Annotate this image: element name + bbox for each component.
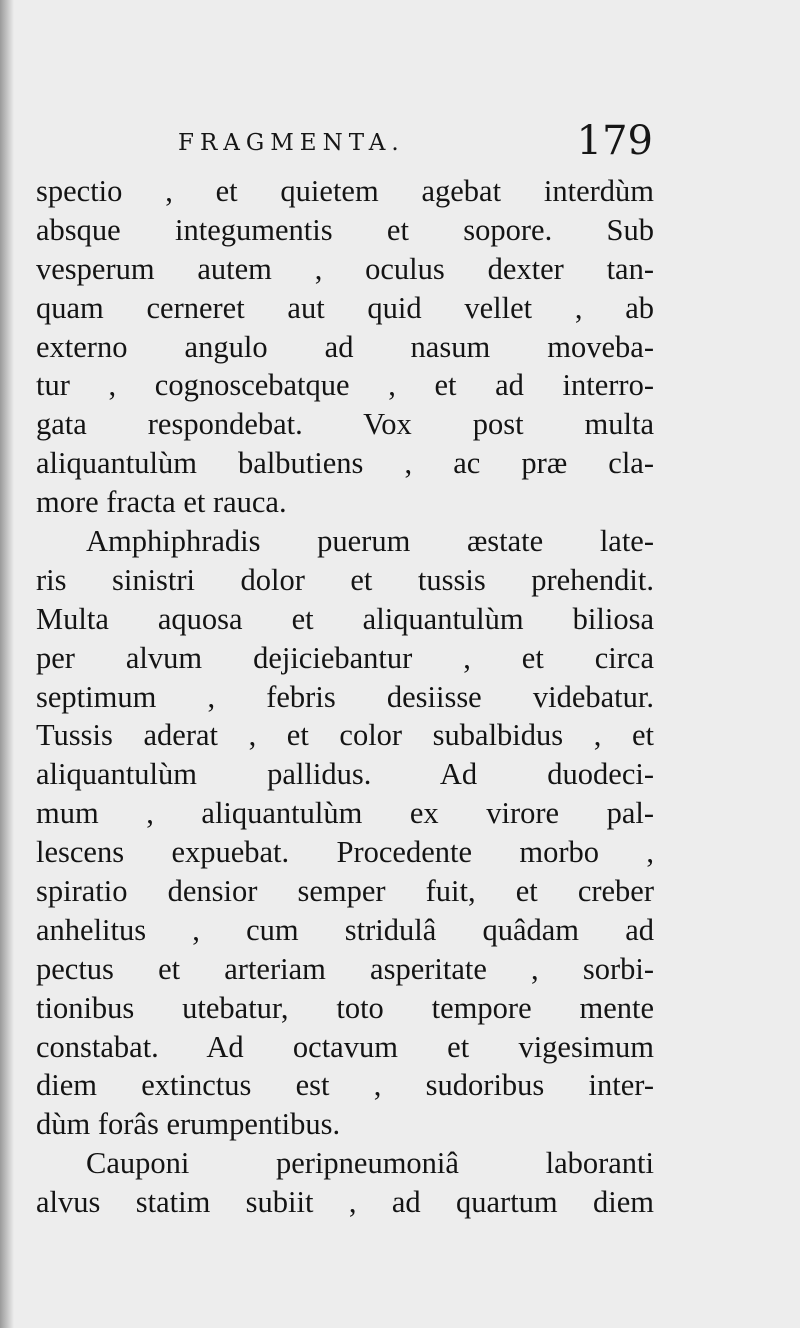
text-line: per alvum dejiciebantur , et circa [36,640,654,675]
text-line: vesperum autem , oculus dexter tan- [36,251,654,286]
page-header [178,118,653,174]
text-line: anhelitus , cum stridulâ quâdam ad [36,912,654,947]
text-line: alvus statim subiit , ad quartum diem [36,1185,654,1220]
paragraph-start-line: Amphiphradis puerum æstate late- [86,524,654,559]
text-line: externo angulo ad nasum moveba- [36,329,654,364]
text-line: spectio , et quietem agebat interdùm [36,174,654,208]
text-line: septimum , febris desiisse videbatur. [36,679,654,714]
text-line: lescens expuebat. Procedente morbo , [36,835,654,870]
text-line: tionibus utebatur, toto tempore mente [36,990,654,1025]
text-line: Tussis aderat , et color subalbidus , et [36,718,654,753]
text-line: mum , aliquantulùm ex virore pal- [36,796,654,831]
text-line: spiratio densior semper fuit, et creber [36,874,654,909]
paragraph-end-line: dùm forâs erumpentibus. [36,1107,341,1142]
running-head: FRAGMENTA. [178,130,405,156]
paragraph-end-line: more fracta et rauca. [36,485,287,520]
text-line: aliquantulùm pallidus. Ad duodeci- [36,757,654,792]
text-line: pectus et arteriam asperitate , sorbi- [36,951,654,986]
text-line: absque integumentis et sopore. Sub [36,212,654,247]
text-line: constabat. Ad octavum et vigesimum [36,1029,654,1064]
text-line: Multa aquosa et aliquantulùm biliosa [36,601,654,636]
text-line: diem extinctus est , sudoribus inter- [36,1068,654,1103]
text-line: gata respondebat. Vox post multa [36,407,654,442]
page-number: 179 [576,118,653,164]
text-line: tur , cognoscebatque , et ad interro- [36,368,654,403]
text-line: ris sinistri dolor et tussis prehendit. [36,562,654,597]
text-line: aliquantulùm balbutiens , ac præ cla- [36,446,654,481]
body-text [36,172,654,1222]
text-line: quam cerneret aut quid vellet , ab [36,290,654,325]
paragraph-start-line: Cauponi peripneumoniâ laboranti [86,1146,654,1181]
